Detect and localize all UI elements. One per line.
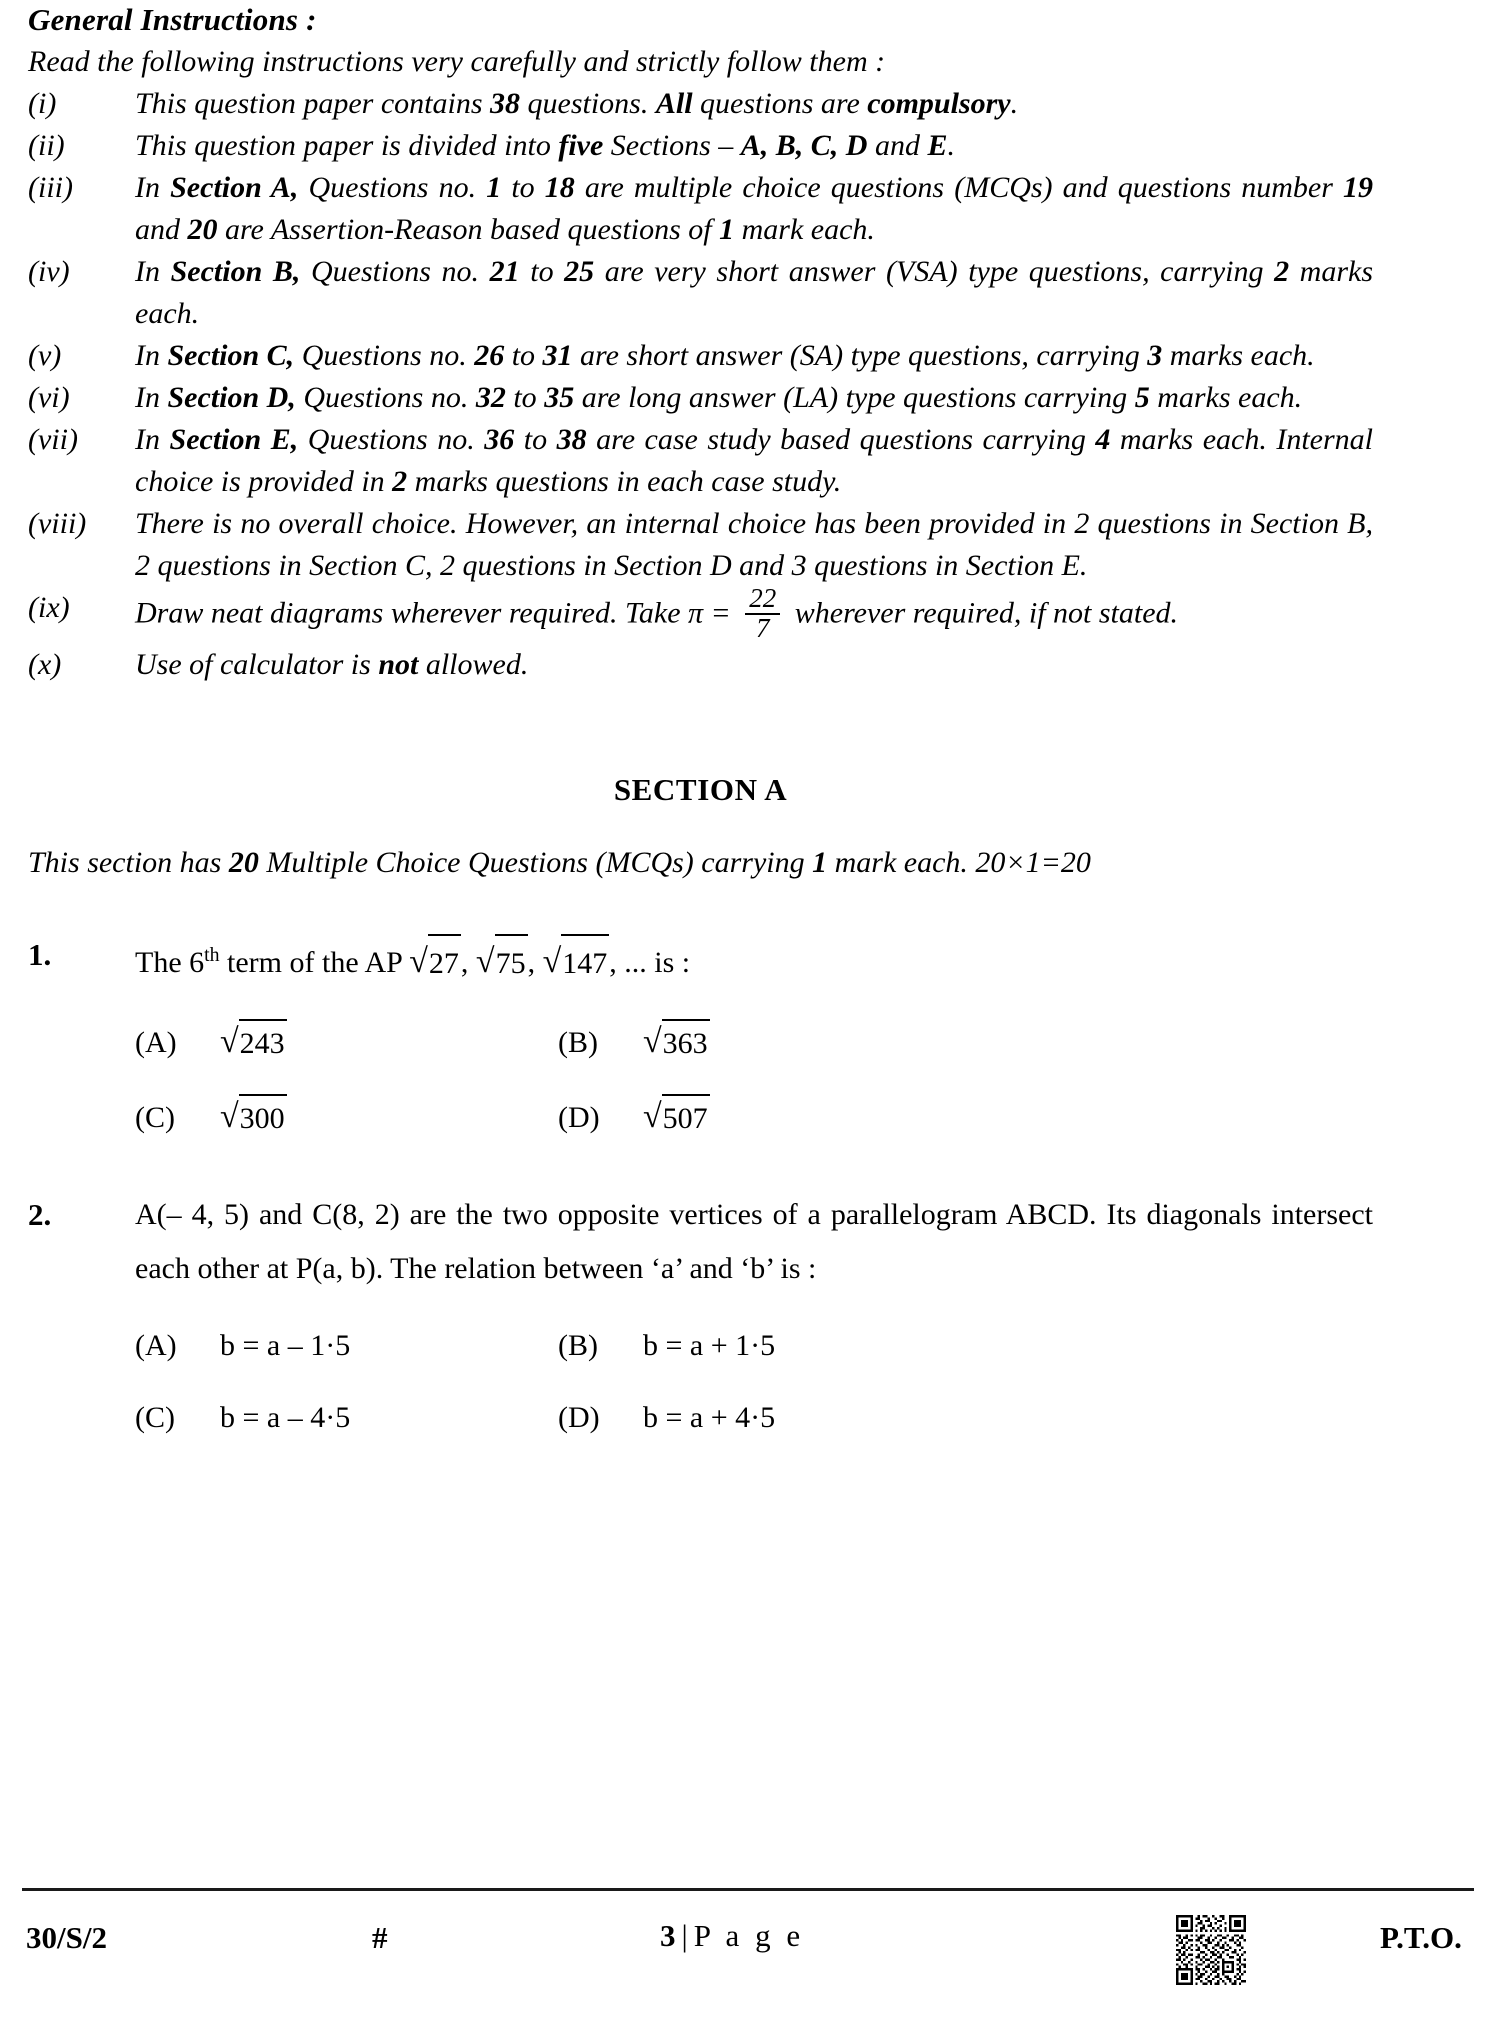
text-run: In bbox=[135, 339, 168, 372]
text-run: There is no overall choice. However, an internal choice has been provided in 2 questions in Section B, 2 questions in Section C, 2 questions in Section D and 3 questions in Section E. bbox=[135, 507, 1373, 582]
text-run: are very short answer (VSA) type questions, carrying bbox=[594, 255, 1275, 288]
radical-sign: √ bbox=[220, 1023, 239, 1061]
emphasis: 31 bbox=[542, 339, 573, 372]
instruction-item bbox=[28, 503, 1373, 587]
instruction-item bbox=[28, 251, 1373, 335]
questions-list bbox=[28, 928, 1373, 1440]
emphasis: 35 bbox=[544, 381, 575, 414]
instruction-item bbox=[28, 167, 1373, 251]
option-label: (D) bbox=[558, 1101, 600, 1135]
text-run: , bbox=[460, 946, 476, 980]
text-run: marks each. Internal choice is provided in bbox=[135, 423, 1374, 498]
text-run: Questions no. bbox=[300, 255, 490, 288]
option-value: b = a – 1·5 bbox=[220, 1329, 351, 1363]
instruction-text bbox=[135, 419, 1373, 503]
radical-sign: √ bbox=[475, 943, 495, 981]
option-label: (A) bbox=[135, 1026, 177, 1060]
emphasis: 20 bbox=[187, 213, 218, 246]
option-label: (A) bbox=[135, 1329, 177, 1363]
text-run: and bbox=[867, 129, 928, 162]
instruction-item bbox=[28, 83, 1373, 125]
text-run: to bbox=[501, 171, 545, 204]
radical-sign: √ bbox=[409, 943, 428, 981]
emphasis: 26 bbox=[474, 339, 505, 372]
text-run: are multiple choice questions (MCQs) and questions number bbox=[574, 171, 1344, 204]
radical-sign: √ bbox=[643, 1098, 662, 1136]
emphasis: A, B, C, D bbox=[740, 129, 868, 162]
question-text: The 6th term of the AP √27, √75, √147, ... is : bbox=[135, 928, 1373, 990]
hash-mark: # bbox=[372, 1920, 388, 1955]
emphasis: 1 bbox=[719, 213, 735, 246]
radical bbox=[220, 1093, 287, 1140]
emphasis: 38 bbox=[490, 87, 521, 120]
emphasis: not bbox=[378, 648, 419, 682]
option-label: (B) bbox=[558, 1026, 598, 1060]
option-a[interactable] bbox=[28, 1018, 493, 1065]
instruction-item bbox=[28, 125, 1373, 167]
text-run: Multiple Choice Questions (MCQs) carrying bbox=[258, 846, 813, 880]
text-run: . bbox=[947, 129, 955, 162]
text-run: Draw neat diagrams wherever required. Take π = bbox=[135, 596, 739, 630]
text-run: mark each. 20×1=20 bbox=[827, 846, 1091, 880]
emphasis: 18 bbox=[544, 171, 575, 204]
text-run: . bbox=[1010, 87, 1019, 120]
page-footer bbox=[0, 1906, 1505, 2016]
emphasis: 2 bbox=[1274, 255, 1290, 288]
page-separator: | bbox=[681, 1918, 688, 1953]
emphasis: 32 bbox=[475, 381, 506, 414]
option-c[interactable] bbox=[28, 1396, 493, 1440]
radical-sign: √ bbox=[643, 1023, 662, 1061]
instruction-text bbox=[135, 125, 1373, 167]
text-run: marks questions in each case study. bbox=[407, 465, 842, 498]
emphasis: E bbox=[927, 129, 948, 162]
option-label: (D) bbox=[558, 1401, 600, 1435]
emphasis: 1 bbox=[812, 846, 828, 880]
text-run: are case study based questions carrying bbox=[586, 423, 1096, 456]
emphasis: All bbox=[655, 87, 693, 120]
general-instructions-title: General Instructions : bbox=[28, 2, 317, 37]
radical bbox=[643, 1018, 710, 1065]
emphasis: 38 bbox=[556, 423, 587, 456]
text-run: In bbox=[135, 171, 171, 204]
option-a[interactable] bbox=[28, 1324, 493, 1368]
qr-code-icon bbox=[1176, 1910, 1246, 1990]
emphasis: Section D, bbox=[167, 381, 296, 414]
instruction-item bbox=[28, 644, 1373, 686]
question-number: 1. bbox=[28, 937, 52, 973]
instruction-number: (x) bbox=[28, 648, 62, 682]
paper-code: 30/S/2 bbox=[26, 1920, 107, 1955]
text-run: are long answer (LA) type questions carrying bbox=[574, 381, 1135, 414]
instruction-item bbox=[28, 583, 1373, 644]
instruction-item bbox=[28, 419, 1373, 503]
emphasis: compulsory bbox=[867, 87, 1011, 120]
instruction-number: (vi) bbox=[28, 381, 70, 414]
instruction-text bbox=[135, 251, 1373, 335]
emphasis: five bbox=[558, 129, 604, 162]
option-c[interactable] bbox=[28, 1093, 493, 1140]
page-content bbox=[28, 0, 1373, 1440]
text-run: Questions no. bbox=[294, 339, 475, 372]
instruction-number: (iii) bbox=[28, 171, 73, 204]
text-run: Questions no. bbox=[298, 171, 487, 204]
option-d[interactable] bbox=[493, 1396, 1373, 1440]
instruction-number: (ix) bbox=[28, 591, 70, 624]
instruction-text bbox=[135, 335, 1373, 377]
option-group bbox=[28, 1324, 1373, 1440]
text-run: Questions no. bbox=[298, 423, 485, 456]
text-run: marks each. bbox=[1162, 339, 1315, 372]
instruction-number: (iv) bbox=[28, 255, 70, 288]
instruction-number: (vii) bbox=[28, 423, 78, 456]
text-run: This question paper is divided into bbox=[135, 129, 559, 162]
text-run: Questions no. bbox=[295, 381, 476, 414]
radical bbox=[220, 1018, 287, 1065]
question bbox=[28, 1188, 1373, 1296]
text-run: , bbox=[527, 946, 543, 980]
emphasis: Section C, bbox=[167, 339, 295, 372]
option-b[interactable] bbox=[493, 1018, 1373, 1065]
option-value bbox=[220, 1093, 493, 1140]
page-number: 3 bbox=[660, 1918, 676, 1953]
radical-sign: √ bbox=[220, 1098, 239, 1136]
text-run: to bbox=[504, 339, 543, 372]
text-run: In bbox=[135, 381, 168, 414]
fraction-numerator: 22 bbox=[749, 583, 777, 613]
option-row bbox=[28, 1396, 1373, 1440]
page-indicator bbox=[660, 1918, 804, 1954]
radical bbox=[643, 1093, 710, 1140]
option-value: b = a + 4·5 bbox=[643, 1401, 776, 1435]
text-run: In bbox=[135, 423, 170, 456]
text-run: to bbox=[519, 255, 565, 288]
option-value bbox=[643, 1093, 1373, 1140]
text-run: to bbox=[514, 423, 557, 456]
option-label: (C) bbox=[135, 1401, 175, 1435]
option-label: (B) bbox=[558, 1329, 598, 1363]
text-run: In bbox=[135, 255, 171, 288]
emphasis: 3 bbox=[1147, 339, 1163, 372]
section-heading: SECTION A bbox=[613, 772, 788, 808]
emphasis: 4 bbox=[1095, 423, 1111, 456]
instruction-item bbox=[28, 335, 1373, 377]
option-b[interactable] bbox=[493, 1324, 1373, 1368]
radical bbox=[409, 933, 461, 990]
text-run: This section has bbox=[28, 846, 229, 880]
option-value: b = a + 1·5 bbox=[643, 1329, 776, 1363]
radical bbox=[476, 933, 528, 990]
general-instructions-lead: Read the following instructions very carefully and strictly follow them : bbox=[28, 45, 886, 78]
radicand: 363 bbox=[662, 1019, 710, 1066]
text-run: mark each. bbox=[734, 213, 875, 246]
text-run: allowed. bbox=[418, 648, 529, 682]
instruction-item bbox=[28, 377, 1373, 419]
emphasis: 5 bbox=[1134, 381, 1150, 414]
text-run: and bbox=[135, 213, 188, 246]
option-row bbox=[28, 1093, 1373, 1140]
instruction-number: (v) bbox=[28, 339, 62, 372]
question bbox=[28, 928, 1373, 990]
text-run: marks each. bbox=[135, 255, 1374, 330]
superscript: th bbox=[204, 944, 220, 967]
text-run: This question paper contains bbox=[135, 87, 491, 120]
emphasis: 20 bbox=[228, 846, 259, 880]
instruction-text bbox=[135, 377, 1373, 419]
text-run: questions are bbox=[692, 87, 868, 120]
option-group bbox=[28, 1018, 1373, 1140]
option-value: b = a – 4·5 bbox=[220, 1401, 351, 1435]
section-subtext bbox=[28, 846, 1373, 880]
instruction-number: (ii) bbox=[28, 129, 65, 162]
option-value bbox=[643, 1018, 1373, 1065]
emphasis: Section E, bbox=[169, 423, 299, 456]
instruction-number: (i) bbox=[28, 87, 57, 120]
question-text: A(– 4, 5) and C(8, 2) are the two opposite vertices of a parallelogram ABCD. Its diagonals intersect each other at P(a, b). The relation between ‘a’ and ‘b’ is : bbox=[135, 1198, 1373, 1286]
option-label: (C) bbox=[135, 1101, 175, 1135]
emphasis: 36 bbox=[484, 423, 515, 456]
option-value bbox=[220, 1018, 493, 1065]
instruction-text bbox=[135, 83, 1373, 125]
emphasis: 19 bbox=[1343, 171, 1374, 204]
instruction-text bbox=[135, 583, 1373, 644]
text-run: wherever required, if not stated. bbox=[787, 596, 1179, 630]
emphasis: 1 bbox=[486, 171, 502, 204]
instruction-text bbox=[135, 503, 1373, 587]
radical bbox=[543, 933, 610, 990]
emphasis: Section B, bbox=[170, 255, 301, 288]
radicand: 147 bbox=[561, 934, 609, 991]
text-run: are short answer (SA) type questions, carrying bbox=[572, 339, 1148, 372]
text-run: questions. bbox=[520, 87, 656, 120]
question-number: 2. bbox=[28, 1197, 52, 1233]
option-row bbox=[28, 1018, 1373, 1065]
text-run: are Assertion-Reason based questions of bbox=[217, 213, 720, 246]
radicand: 507 bbox=[662, 1094, 710, 1141]
radicand: 75 bbox=[495, 934, 528, 991]
radicand: 27 bbox=[428, 934, 461, 991]
radicand: 243 bbox=[239, 1019, 287, 1066]
option-row bbox=[28, 1324, 1373, 1368]
text-run: marks each. bbox=[1149, 381, 1303, 414]
emphasis: 25 bbox=[564, 255, 595, 288]
pto-label: P.T.O. bbox=[1380, 1920, 1462, 1955]
footer-divider bbox=[22, 1888, 1474, 1891]
emphasis: 21 bbox=[489, 255, 520, 288]
page-word: P a g e bbox=[693, 1918, 805, 1953]
text-run: Sections – bbox=[603, 129, 741, 162]
fraction-denominator: 7 bbox=[745, 613, 780, 643]
instruction-text bbox=[135, 167, 1373, 251]
option-d[interactable] bbox=[493, 1093, 1373, 1140]
instructions-list bbox=[28, 83, 1373, 686]
radicand: 300 bbox=[239, 1094, 287, 1141]
emphasis: 2 bbox=[392, 465, 408, 498]
text-run: to bbox=[505, 381, 545, 414]
fraction bbox=[745, 585, 780, 642]
radical-sign: √ bbox=[542, 943, 562, 981]
instruction-number: (viii) bbox=[28, 507, 87, 540]
text-run: , ... is : bbox=[609, 946, 691, 980]
emphasis: Section A, bbox=[170, 171, 299, 204]
text-run: Use of calculator is bbox=[135, 648, 379, 682]
instruction-text bbox=[135, 644, 1373, 686]
